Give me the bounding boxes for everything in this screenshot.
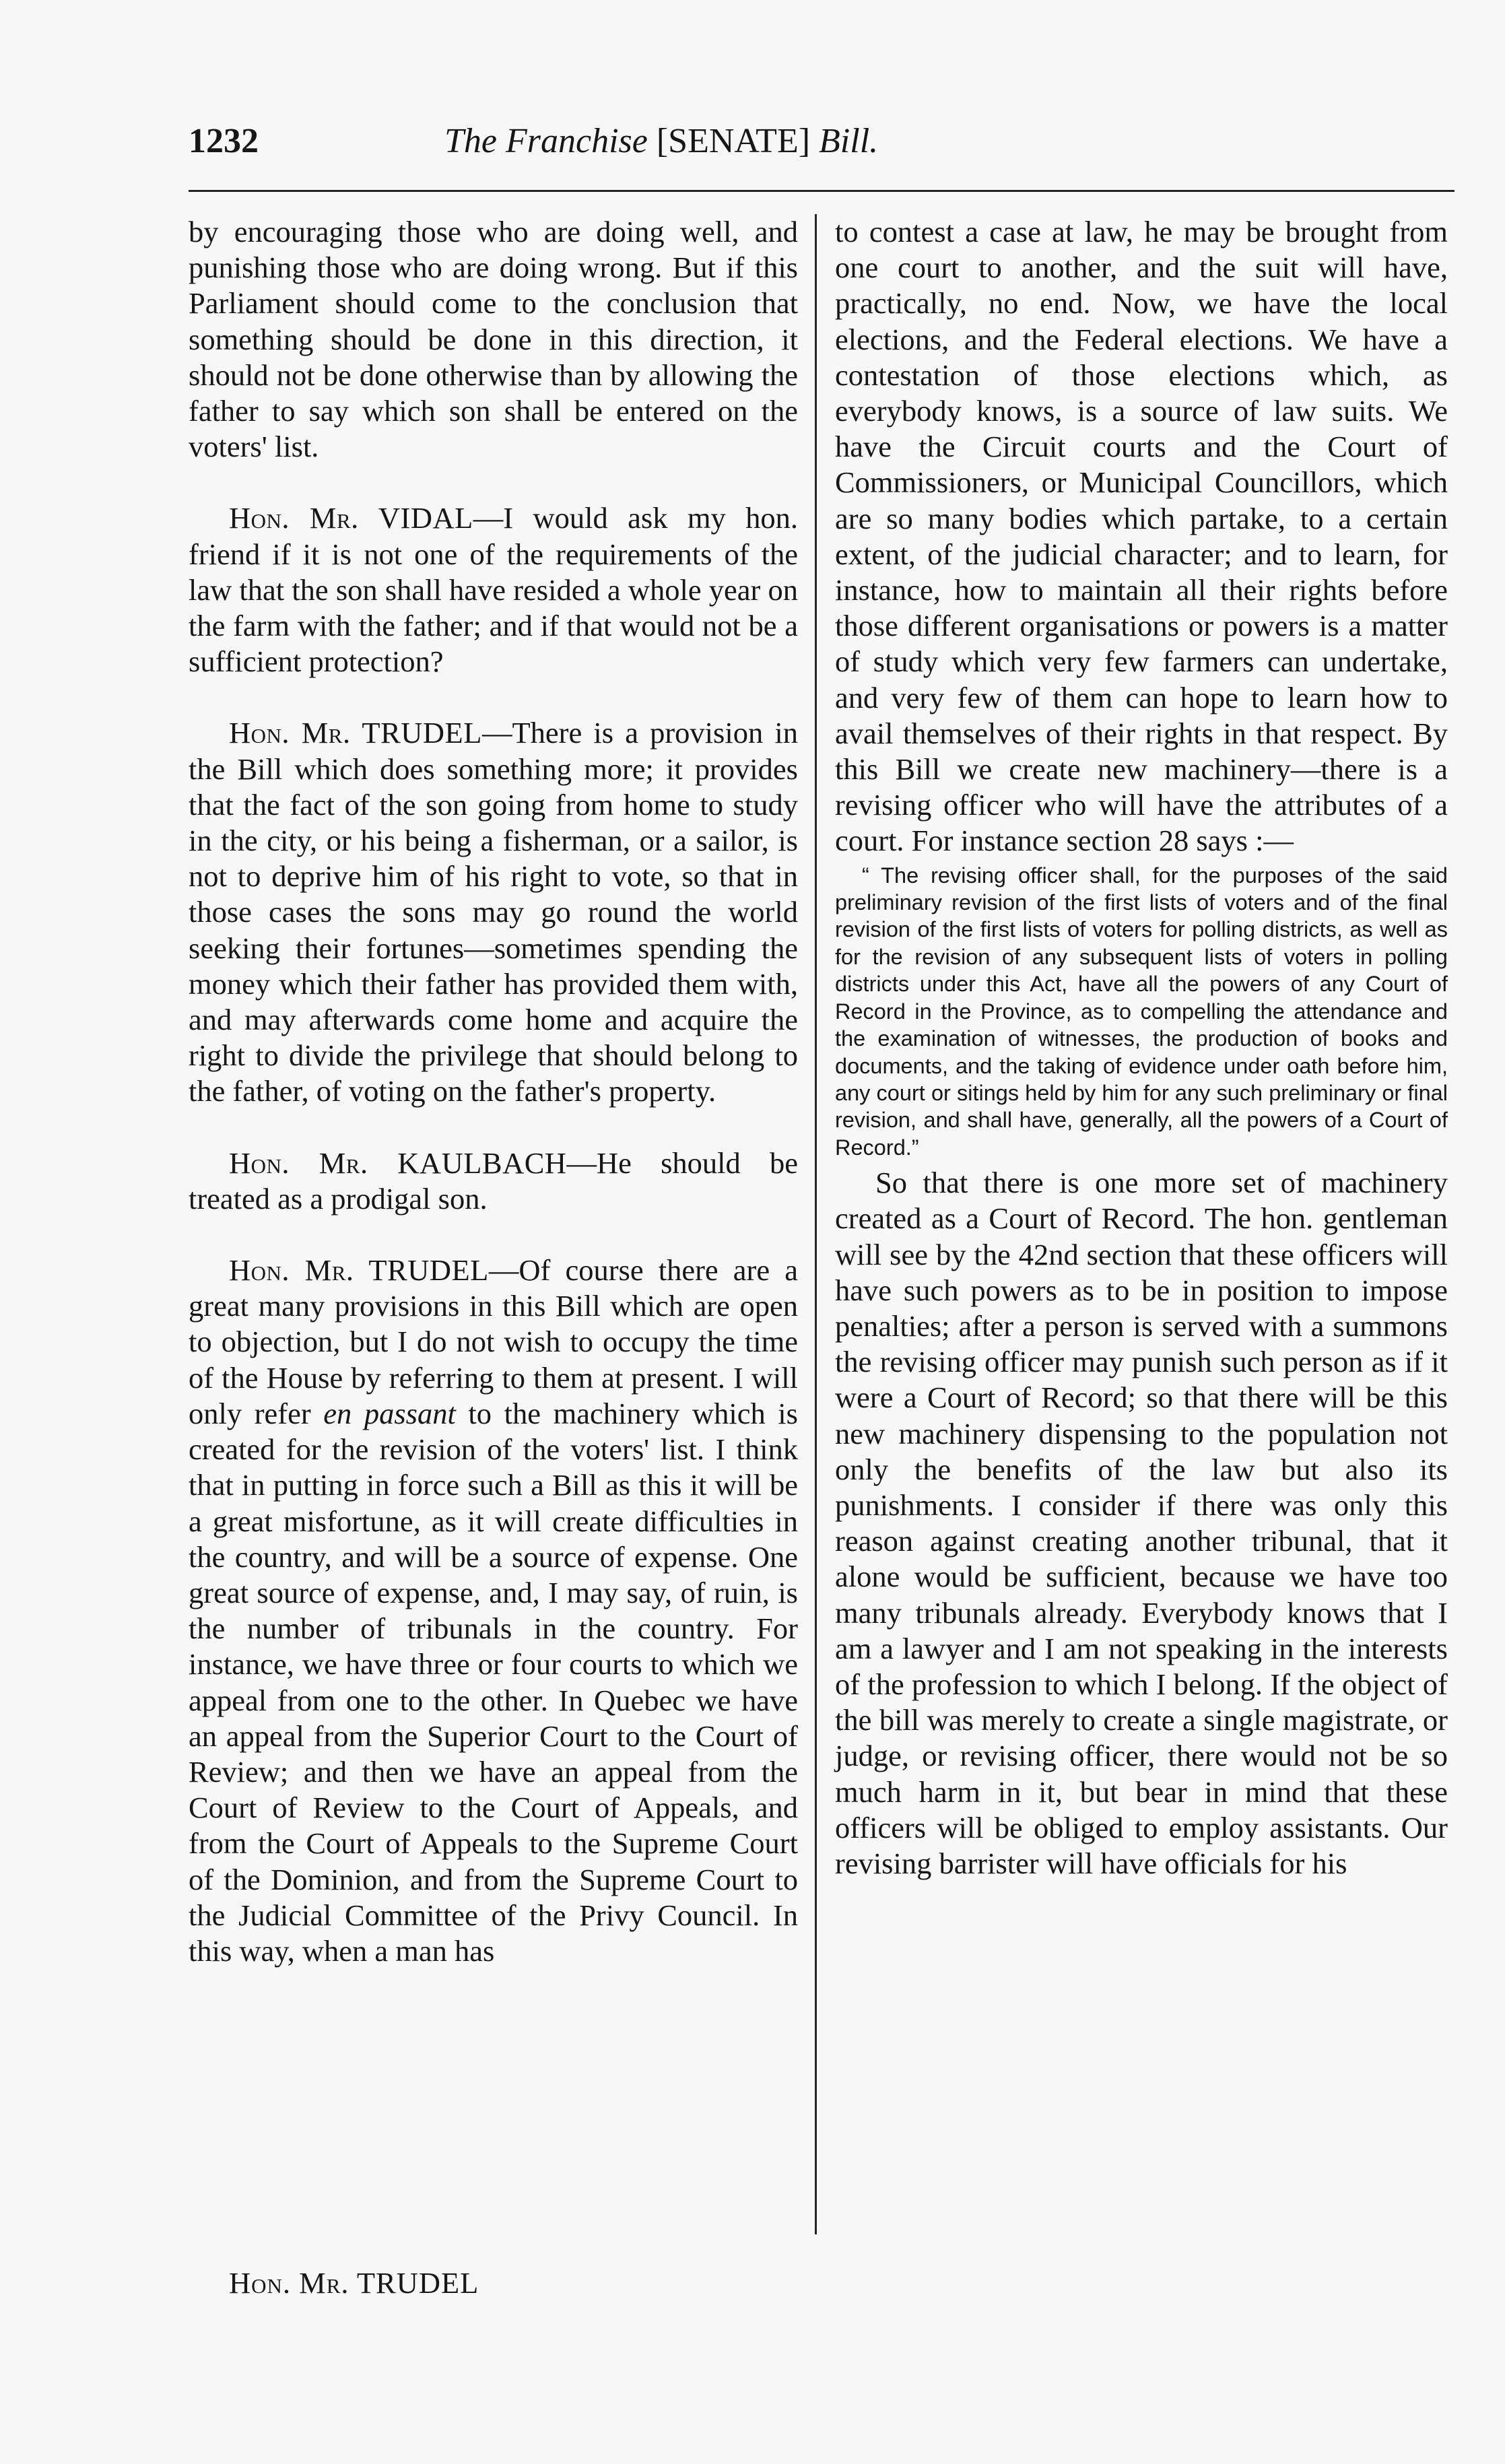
speaker-name: Hon. Mr. TRUDEL <box>229 716 482 750</box>
running-title-part-3: Bill. <box>819 122 879 160</box>
left-column <box>189 214 798 1969</box>
right-column <box>835 214 1448 1882</box>
page-header <box>189 114 1454 168</box>
speech-text: —I would ask my hon. friend if it is not one of the requirements of the law that the son shall have resided a whole year on the farm with the father; and if that would not be a sufficient protection? <box>189 501 798 679</box>
quoted-statute: “ The revising officer shall, for the purposes of the said preliminary revision of the first lists of voters and of the final revision of the first lists of voters for polling districts, as well as for the revision of any subsequent lists of voters in polling districts under this Act, have all the powers of any Court of Record in the Province, as to compelling the attendance and the examination of witnesses, the production of books and documents, and the taking of evidence under oath before him, any court or sitings held by him for any such preliminary or final revision, and shall have, generally, all the powers of a Court of Record.” <box>835 863 1448 1160</box>
left-paragraph-1: by encouraging those who are doing well, and punishing those who are doing wrong. But if this Parliament should come to the conclusion that something should be done in this direction, it should not be done otherwise than by allowing the father to say which son shall be entered on the voters' list. <box>189 215 798 464</box>
column-divider <box>815 214 817 2234</box>
speech-text: —There is a provision in the Bill which does something more; it provides that the fact of the son going from home to study in the city, or his being a fisherman, or a sailor, is not to deprive him of his right to vote, so that in those cases the sons may go round the world seeking their fortunes—sometimes spending the money which their father has provided them with, and may afterwards come home and acquire the right to divide the privilege that should belong to the father, of voting on the father's property. <box>189 716 798 1108</box>
left-paragraph-3 <box>189 715 798 1109</box>
running-title-part-2: [SENATE] <box>647 122 820 160</box>
footer-speaker: Hon. Mr. TRUDEL <box>229 2266 479 2300</box>
speaker-name: Hon. Mr. VIDAL <box>229 501 473 535</box>
speech-text: —He should be treated as a prodigal son. <box>189 1145 798 1216</box>
right-paragraph-1: to contest a case at law, he may be brought from one court to another, and the suit will have, practically, no end. Now, we have the local elections, and the Federal elections. We have a contestation of those elections which, as everybody knows, is a source of law suits. We have the Circuit courts and the Court of Commissioners, or Municipal Councillors, which are so many bodies which partake, to a certain extent, of the judicial character; and to learn, for instance, how to maintain all their rights before those different organisations or powers is a matter of study which very few farmers can undertake, and very few of them can hope to learn how to avail themselves of their rights in that respect. By this Bill we create new machinery—there is a revising officer who will have the attributes of a court. For instance section 28 says :— <box>835 215 1448 858</box>
right-paragraph-2: So that there is one more set of machinery created as a Court of Record. The hon. gentleman will see by the 42nd section that these officers will have such powers as to be in position to impose penalties; after a person is served with a summons the revising officer may punish such person as if it were a Court of Record; so that there will be this new machinery dispensing to the population not only the benefits of the law but also its punishments. I consider if there was only this reason against creating another tribunal, that it alone would be sufficient, because we have too many tribunals already. Everybody knows that I am a lawyer and I am not speaking in the interests of the profession to which I belong. If the object of the bill was merely to create a single magistrate, or judge, or revising officer, there would not be so much harm in it, but bear in mind that these officers will be obliged to employ assistants. Our revising barrister will have officials for his <box>835 1166 1448 1880</box>
italic-phrase: en passant <box>323 1396 456 1430</box>
speech-text-continued: to the machinery which is created for the revision of the voters' list. I think that in putting in force such a Bill as this it will be a great misfortune, as it will create difficulties in the country, and will be a source of expense. One great source of expense, and, I may say, of ruin, is the number of tribunals in the country. For instance, we have three or four courts to which we appeal from one to the other. In Quebec we have an appeal from the Superior Court to the Court of Review; and then we have an appeal from the Court of Review to the Court of Appeals, and from the Court of Appeals to the Supreme Court of the Dominion, and from the Supreme Court to the Judicial Committee of the Privy Council. In this way, when a man has <box>189 1396 798 1968</box>
speaker-name: Hon. Mr. KAULBACH <box>229 1145 567 1180</box>
page-number: 1232 <box>189 122 259 160</box>
speaker-name: Hon. Mr. TRUDEL <box>229 1253 489 1288</box>
speech-text: —Of course there are a great many provisions in this Bill which are open to objection, but I do not wish to occupy the time of the House by referring to them at present. I will only refer <box>189 1253 798 1430</box>
header-rule <box>189 190 1454 192</box>
left-paragraph-4 <box>189 1145 798 1217</box>
left-paragraph-2 <box>189 500 798 679</box>
running-title <box>444 114 878 168</box>
running-title-part-1: The Franchise <box>444 122 648 160</box>
left-paragraph-5 <box>189 1253 798 1969</box>
